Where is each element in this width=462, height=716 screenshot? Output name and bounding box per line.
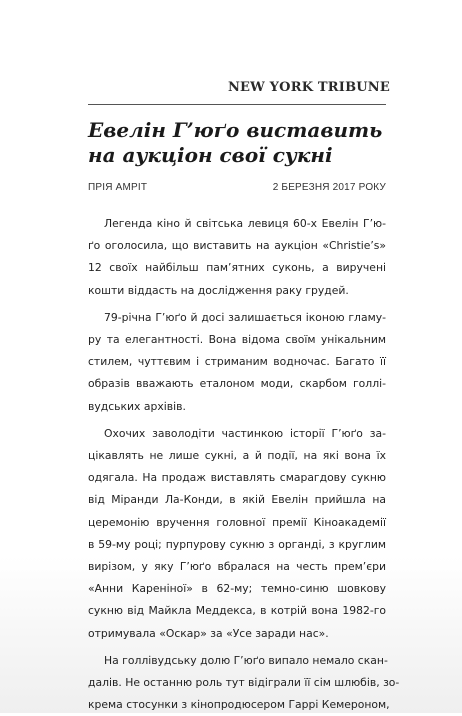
body-line: далів. Не останню роль тут відіграли її сім шлюбів, зо- [88, 676, 400, 690]
body-line: від Міранди Ла-Конди, в якій Евелін прийшла на [88, 493, 386, 507]
newspaper-masthead: NEW YORK TRIBUNE [227, 80, 390, 95]
publication-date: 2 БЕРЕЗНЯ 2017 РОКУ [272, 182, 386, 193]
body-line: кошти віддасть на дослідження раку грудей. [88, 283, 349, 297]
body-line: 12 своїх найбільш пам’ятних суконь, а виручені [88, 261, 386, 275]
body-line: отримувала «Оскар» за «Усе заради нас». [88, 626, 329, 640]
masthead-divider [88, 104, 386, 105]
body-line: 79-річна Г’юґо й досі залишається іконою гламу- [104, 310, 386, 324]
body-line: в 59-му році; пурпурову сукню з органді, з круглим [88, 537, 386, 551]
body-line: вудських архівів. [88, 399, 186, 413]
author-name: ПРІЯ АМРІТ [88, 182, 148, 193]
body-line: ґо оголосила, що виставить на аукціон «Christie’s» [88, 239, 386, 253]
body-line: ру та елегантності. Вона відома своїм унікальним [88, 333, 386, 347]
body-line: церемонію вручення головної премії Кіноакадемії [88, 515, 386, 529]
headline-line-1: Евелін Г’юґо виставить [88, 118, 383, 142]
article-headline [88, 118, 388, 168]
body-line: крема стосунки з кінопродюсером Гаррі Кемероном, [88, 698, 390, 712]
body-line: одягала. На продаж виставлять смарагдову сукню [88, 471, 386, 485]
body-line: сукню від Майкла Меддекса, в котрій вона 1982-го [88, 604, 386, 618]
article-body [88, 213, 400, 716]
headline-line-2: на аукціон свої сукні [88, 143, 333, 167]
body-line: цікавлять не лише сукні, а й події, на які вона їх [88, 449, 386, 463]
body-line: стилем, чуттєвим і стриманим водночас. Багато її [88, 355, 386, 369]
body-line: Легенда кіно й світська левиця 60-х Евелін Г’ю- [104, 217, 386, 230]
body-line: «Анни Кареніної» в 62-му; темно-синю шовкову [88, 582, 386, 596]
body-line: образів вважають еталоном моди, скарбом голлі- [88, 377, 386, 391]
body-line: На голлівудську долю Г’юґо випало немало скан- [104, 653, 388, 667]
body-line: Охочих заволодіти частинкою історії Г’юґо за- [104, 426, 386, 440]
byline [88, 182, 386, 193]
body-line: вирізом, у яку Г’юґо вбралася на честь прем’єри [88, 560, 386, 574]
